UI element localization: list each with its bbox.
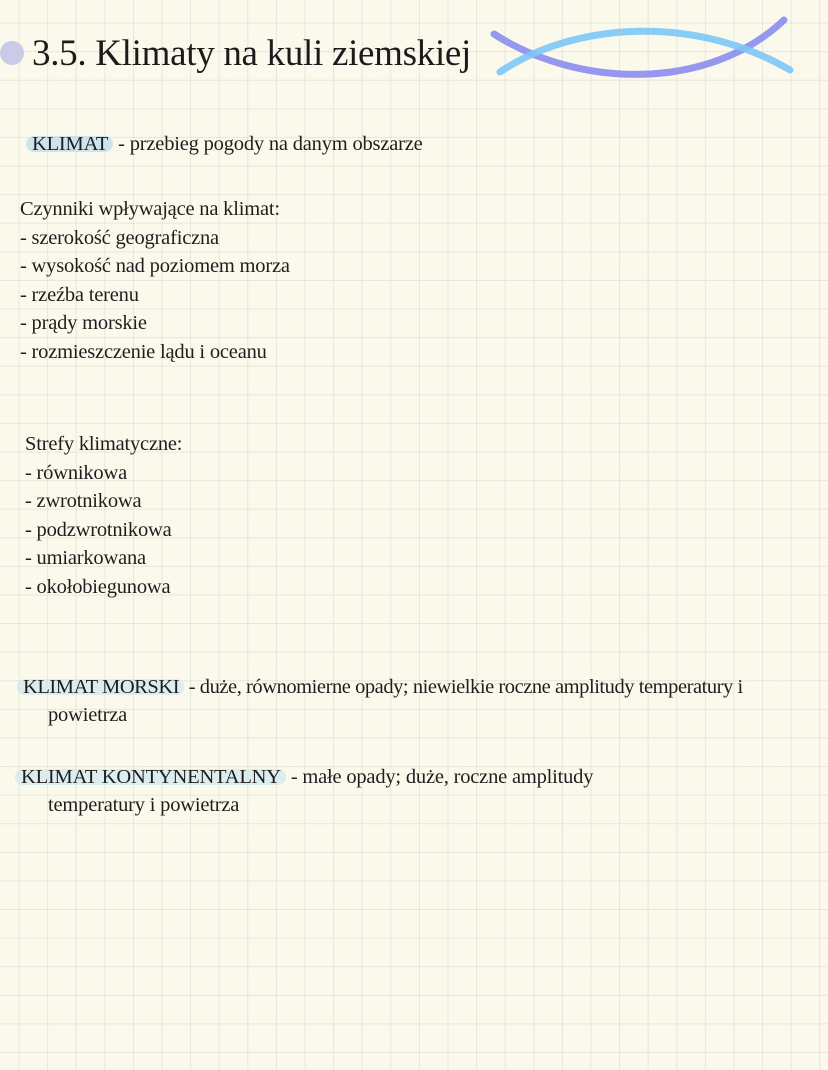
- page-title: 3.5. Klimaty na kuli ziemskiej: [32, 33, 472, 74]
- blue-wave-line: [500, 31, 790, 72]
- definition-term-highlight: KLIMAT: [26, 133, 113, 155]
- continental-text: - małe opady; duże, roczne amplitudy: [285, 766, 594, 788]
- decorative-wave-lines: [488, 10, 798, 92]
- maritime-term-highlight: KLIMAT MORSKI: [17, 676, 184, 698]
- list-item: - okołobiegunowa: [25, 575, 171, 598]
- continental-continuation: temperatury i powietrza: [48, 794, 240, 816]
- list-item: - równikowa: [25, 461, 127, 484]
- list-item: - wysokość nad poziomem morza: [20, 255, 290, 278]
- maritime-climate-line: [23, 673, 743, 702]
- zones-section: [25, 430, 182, 602]
- zones-list: [25, 459, 182, 602]
- list-item: - szerokość geograficzna: [20, 226, 219, 249]
- list-item: - podzwrotnikowa: [25, 518, 172, 541]
- list-item: - umiarkowana: [25, 547, 146, 570]
- factors-section: [20, 195, 290, 367]
- continental-climate-line: [21, 763, 593, 792]
- definition-line: [32, 130, 423, 159]
- factors-heading: Czynniki wpływające na klimat:: [20, 198, 280, 220]
- list-item: - rzeźba terenu: [20, 283, 139, 306]
- maritime-continuation: powietrza: [48, 704, 128, 726]
- list-item: - zwrotnikowa: [25, 490, 142, 513]
- zones-heading: Strefy klimatyczne:: [25, 433, 183, 455]
- title-bullet-dot: [0, 41, 24, 65]
- list-item: - rozmieszczenie lądu i oceanu: [20, 340, 267, 363]
- factors-list: [20, 224, 290, 367]
- list-item: - prądy morskie: [20, 312, 147, 335]
- continental-term-highlight: KLIMAT KONTYNENTALNY: [15, 766, 286, 788]
- maritime-text: - duże, równomierne opady; niewielkie roczne amplitudy temperatury i: [184, 676, 743, 698]
- definition-text: - przebieg pogody na danym obszarze: [113, 133, 423, 155]
